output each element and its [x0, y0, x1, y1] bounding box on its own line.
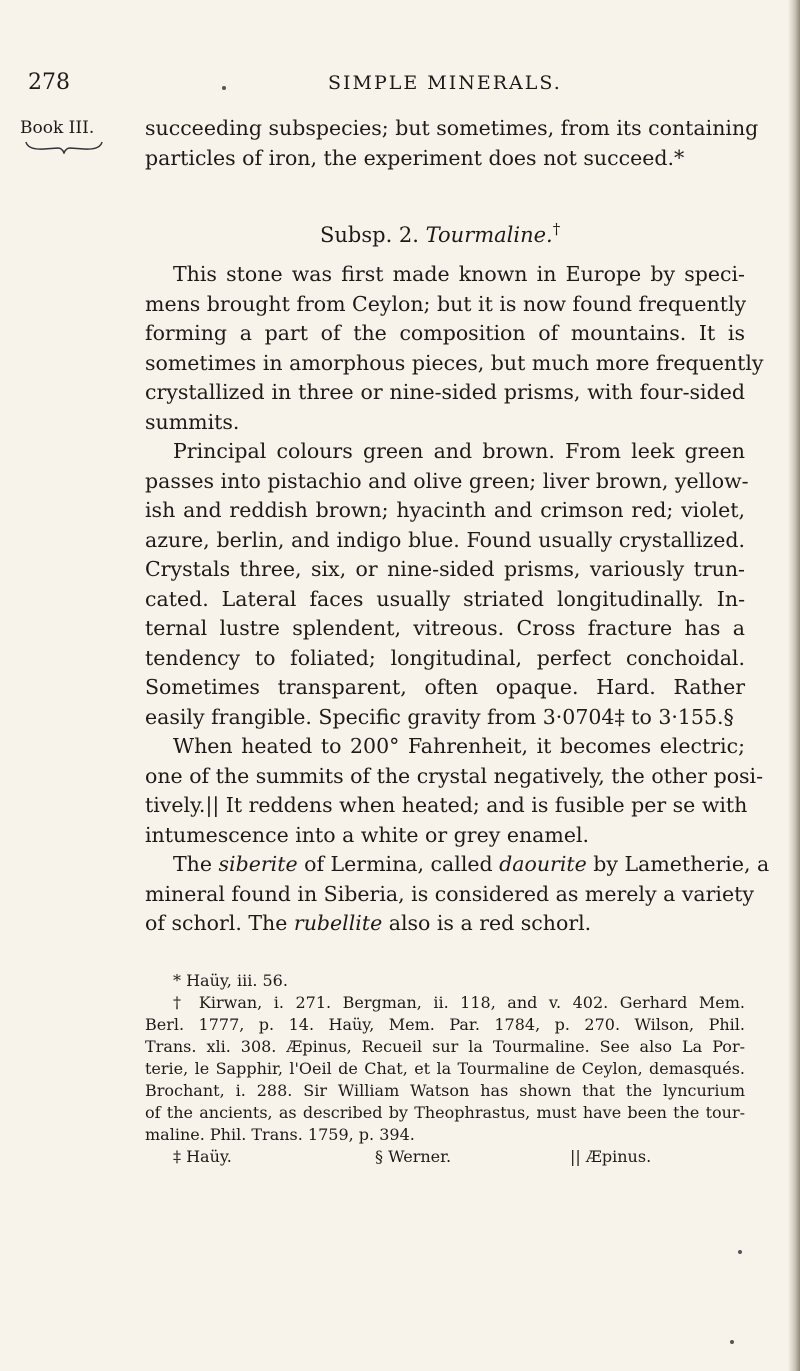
footnote-line: Berl. 1777, p. 14. Haüy, Mem. Par. 1784, p. 270. Wilson, Phil.	[145, 1015, 745, 1034]
footnote-line: of the ancients, as described by Theophrastus, must have been the tour-	[145, 1103, 745, 1122]
footnote-line: Trans. xli. 308. Æpinus, Recueil sur la Tourmaline. See also La Por-	[145, 1037, 745, 1056]
footnote-row	[145, 1146, 745, 1168]
text-line: Sometimes transparent, often opaque. Hard. Rather	[145, 675, 745, 699]
text-line: ternal lustre splendent, vitreous. Cross fracture has a	[145, 616, 745, 640]
text-run: also is a red schorl.	[382, 911, 592, 935]
text-line: particles of iron, the experiment does not succeed.*	[145, 145, 685, 170]
footnotes	[145, 970, 745, 1168]
text-line	[145, 909, 745, 939]
text-line: mineral found in Siberia, is considered as merely a variety	[145, 881, 754, 906]
text-line: ish and reddish brown; hyacinth and crimson red; violet,	[145, 498, 745, 522]
text-line: When heated to 200° Fahrenheit, it becomes electric;	[173, 734, 745, 758]
speck	[222, 86, 226, 90]
subspecies-name: Tourmaline.	[425, 223, 553, 247]
text-line: passes into pistachio and olive green; liver brown, yellow-	[145, 468, 749, 493]
text-line: forming a part of the composition of mountains. It is	[145, 321, 745, 345]
paragraph-4	[145, 850, 770, 939]
italic-term: rubellite	[293, 911, 383, 935]
text-line: tendency to foliated; longitudinal, perfect conchoidal.	[145, 645, 745, 670]
text-run: of Lermina, called	[297, 852, 500, 876]
text-run: The	[173, 852, 219, 876]
subspecies-prefix: Subsp. 2.	[320, 223, 419, 247]
footnote-line: maline. Phil. Trans. 1759, p. 394.	[145, 1125, 415, 1144]
paragraph-1	[145, 260, 764, 437]
text-run: of schorl. The	[145, 911, 294, 935]
footnote-line: * Haüy, iii. 56.	[173, 971, 288, 990]
text-line: azure, berlin, and indigo blue. Found usually crystallized.	[145, 527, 745, 552]
page-number: 278	[28, 70, 70, 95]
top-text	[145, 114, 759, 173]
footnote-line: Brochant, i. 288. Sir William Watson has shown that the lyncurium	[145, 1081, 745, 1100]
text-run: by Lametherie, a	[586, 852, 770, 876]
text-line: easily frangible. Specific gravity from 3·0704‡ to 3·155.§	[145, 704, 734, 729]
margin-note: Book III.	[20, 118, 95, 138]
text-line	[145, 850, 770, 880]
text-line: Crystals three, six, or nine-sided prisms, variously trun-	[145, 557, 745, 581]
footnote-aepinus: || Æpinus.	[570, 1147, 652, 1166]
subspecies-heading	[320, 220, 560, 247]
text-line: This stone was first made known in Europe by speci-	[173, 262, 745, 286]
footnote-line: † Kirwan, i. 271. Bergman, ii. 118, and v. 402. Gerhard Mem.	[173, 993, 745, 1012]
speck	[738, 1250, 742, 1254]
text-line: intumescence into a white or grey enamel.	[145, 822, 590, 847]
speck	[730, 1340, 734, 1344]
footnote-mark: †	[552, 220, 561, 238]
italic-term: daourite	[499, 852, 587, 876]
footnote-werner: § Werner.	[375, 1147, 452, 1166]
text-line: summits.	[145, 409, 240, 434]
text-line: one of the summits of the crystal negatively, the other posi-	[145, 763, 764, 788]
running-head: SIMPLE MINERALS.	[328, 72, 562, 94]
brace-icon	[24, 140, 104, 154]
italic-term: siberite	[218, 852, 298, 876]
text-line: cated. Lateral faces usually striated longitudinally. In-	[145, 586, 745, 611]
footnote-haupy: ‡ Haüy.	[173, 1147, 232, 1166]
paragraph-3	[145, 732, 764, 850]
page-edge-shadow	[788, 0, 800, 1371]
text-line: tively.|| It reddens when heated; and is fusible per se with	[145, 793, 748, 817]
text-line: mens brought from Ceylon; but it is now found frequently	[145, 291, 747, 316]
footnote-line: terie, le Sapphir, l'Oeil de Chat, et la Tourmaline de Ceylon, demasqués.	[145, 1059, 745, 1078]
text-line: sometimes in amorphous pieces, but much more frequently	[145, 350, 764, 375]
text-line: succeeding subspecies; but sometimes, from its containing	[145, 116, 759, 140]
text-line: Principal colours green and brown. From leek green	[173, 439, 745, 463]
text-line: crystallized in three or nine-sided prisms, with four-sided	[145, 380, 745, 404]
paragraph-2	[145, 437, 749, 732]
page-header	[28, 70, 768, 100]
